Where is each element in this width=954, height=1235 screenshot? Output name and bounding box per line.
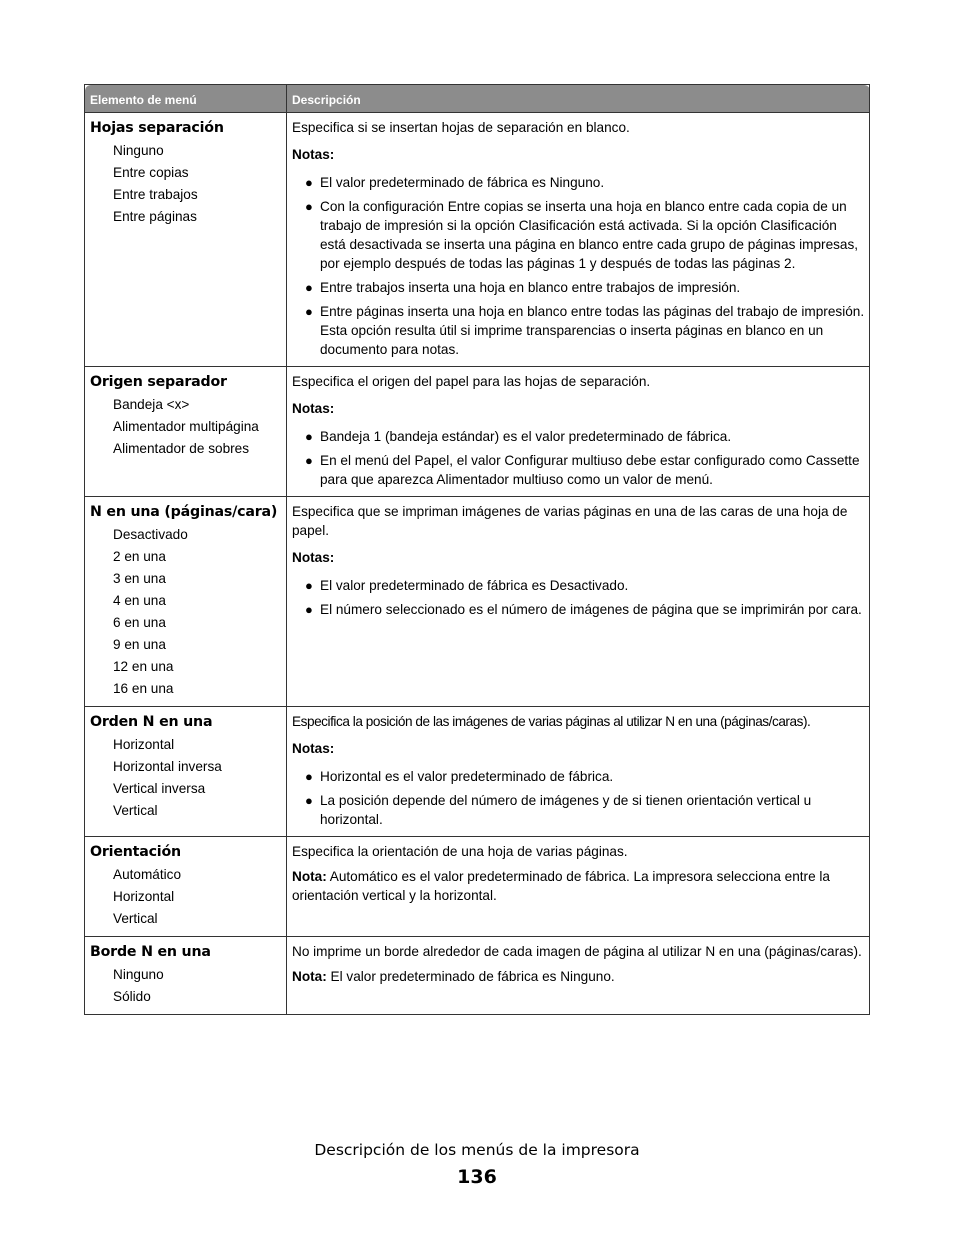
menu-option: Vertical — [113, 911, 158, 926]
note-text: El número seleccionado es el número de imágenes de página que se imprimirán por cara. — [320, 602, 862, 617]
note-item — [292, 600, 865, 619]
notes-label: Notas: — [292, 147, 335, 162]
note-item — [292, 173, 865, 192]
bullet-icon: ● — [305, 175, 313, 190]
menu-item-title: Orientación — [90, 844, 181, 860]
description-text: Especifica el origen del papel para las hojas de separación. — [292, 374, 651, 389]
menu-option: 2 en una — [113, 549, 166, 564]
menu-option: Sólido — [113, 989, 151, 1004]
note-text: El valor predeterminado de fábrica es Ninguno. — [330, 969, 615, 984]
notes-list — [292, 576, 865, 619]
note-item — [292, 767, 865, 786]
note-item — [292, 278, 865, 297]
note-item — [292, 451, 865, 489]
note-text: La posición depende del número de imágenes y de si tienen orientación vertical u horizontal. — [320, 793, 812, 827]
description-cell — [287, 497, 870, 707]
menu-option: Desactivado — [113, 527, 188, 542]
bullet-icon: ● — [305, 793, 313, 808]
note-text: El valor predeterminado de fábrica es Ninguno. — [320, 175, 605, 190]
description-text: Especifica que se impriman imágenes de varias páginas en una de las caras de una hoja de papel. — [292, 504, 848, 538]
header-description: Descripción — [287, 85, 870, 113]
notes-label: Notas: — [292, 401, 335, 416]
note-text: En el menú del Papel, el valor Configurar multiuso debe estar configurado como Cassette para que aparezca Alimentador multiuso como un valor de menú. — [320, 453, 860, 487]
menu-item-cell — [85, 937, 287, 1015]
menu-option: 9 en una — [113, 637, 166, 652]
menu-option: 16 en una — [113, 681, 174, 696]
table-row — [85, 707, 870, 837]
menu-option: Alimentador de sobres — [113, 441, 250, 456]
table-row — [85, 367, 870, 497]
note-text: Bandeja 1 (bandeja estándar) es el valor predeterminado de fábrica. — [320, 429, 732, 444]
note-item — [292, 427, 865, 446]
menu-item-title: Borde N en una — [90, 944, 211, 960]
description-cell — [287, 837, 870, 937]
bullet-icon: ● — [305, 769, 313, 784]
description-text: No imprime un borde alrededor de cada imagen de página al utilizar N en una (páginas/caras). — [292, 944, 862, 959]
menu-option: Horizontal — [113, 737, 175, 752]
note-paragraph — [292, 867, 865, 905]
table-header-row — [85, 85, 870, 113]
note-label: Nota: — [292, 869, 327, 884]
menu-item-title: N en una (páginas/cara) — [90, 504, 278, 520]
menu-option: Bandeja <x> — [113, 397, 190, 412]
menu-item-cell — [85, 113, 287, 367]
bullet-icon: ● — [305, 280, 313, 295]
page-footer — [0, 1140, 954, 1189]
description-cell — [287, 707, 870, 837]
note-text: Automático es el valor predeterminado de fábrica. La impresora selecciona entre la orientación vertical y la horizontal. — [292, 869, 830, 903]
bullet-icon: ● — [305, 578, 313, 593]
notes-list — [292, 767, 865, 829]
note-text: El valor predeterminado de fábrica es Desactivado. — [320, 578, 629, 593]
description-text: Especifica si se insertan hojas de separación en blanco. — [292, 120, 630, 135]
notes-list — [292, 427, 865, 489]
note-text: Entre trabajos inserta una hoja en blanco entre trabajos de impresión. — [320, 280, 741, 295]
table-row — [85, 497, 870, 707]
note-text: Horizontal es el valor predeterminado de fábrica. — [320, 769, 614, 784]
notes-label: Notas: — [292, 741, 335, 756]
menu-option: Automático — [113, 867, 182, 882]
menu-option: 3 en una — [113, 571, 166, 586]
menu-option: Horizontal inversa — [113, 759, 222, 774]
menu-option: Entre trabajos — [113, 187, 198, 202]
menu-option: Entre páginas — [113, 209, 197, 224]
menu-item-cell — [85, 367, 287, 497]
description-text: Especifica la posición de las imágenes de varias páginas al utilizar N en una (páginas/caras). — [292, 714, 811, 729]
menu-item-title: Hojas separación — [90, 120, 224, 136]
description-cell — [287, 367, 870, 497]
menu-option: 4 en una — [113, 593, 166, 608]
menu-option: Alimentador multipágina — [113, 419, 259, 434]
note-item — [292, 576, 865, 595]
bullet-icon: ● — [305, 429, 313, 444]
bullet-icon: ● — [305, 199, 313, 214]
menu-table — [84, 84, 870, 1015]
menu-item-cell — [85, 497, 287, 707]
note-text: Entre páginas inserta una hoja en blanco entre todas las páginas del trabajo de impresión. Esta opción resulta útil si imprime transparencias o inserta páginas en blanco en un documento para notas. — [320, 304, 865, 357]
description-text: Especifica la orientación de una hoja de varias páginas. — [292, 844, 628, 859]
notes-list — [292, 173, 865, 359]
bullet-icon: ● — [305, 453, 313, 468]
description-cell — [287, 937, 870, 1015]
note-item — [292, 791, 865, 829]
menu-option: Vertical inversa — [113, 781, 206, 796]
menu-item-title: Origen separador — [90, 374, 227, 390]
table-row — [85, 113, 870, 367]
menu-option: Horizontal — [113, 889, 175, 904]
menu-option: Entre copias — [113, 165, 189, 180]
table-row — [85, 837, 870, 937]
bullet-icon: ● — [305, 304, 313, 319]
menu-item-title: Orden N en una — [90, 714, 213, 730]
menu-option: Vertical — [113, 803, 158, 818]
menu-option: 12 en una — [113, 659, 174, 674]
table-row — [85, 937, 870, 1015]
page-number: 136 — [457, 1166, 497, 1188]
note-label: Nota: — [292, 969, 327, 984]
note-text: Con la configuración Entre copias se inserta una hoja en blanco entre cada copia de un trabajo de impresión si la opción Clasificación está activada. Si la opción Clasificación está desactivada se inserta una página en blanco entre cada grupo de páginas impresas, por ejemplo después de todas las páginas 1 y después de todas las páginas 2. — [320, 199, 859, 271]
header-item: Elemento de menú — [85, 85, 287, 113]
note-paragraph — [292, 967, 865, 986]
menu-option: Ninguno — [113, 967, 164, 982]
bullet-icon: ● — [305, 602, 313, 617]
notes-label: Notas: — [292, 550, 335, 565]
footer-title: Descripción de los menús de la impresora — [314, 1141, 640, 1159]
note-item — [292, 302, 865, 359]
menu-item-cell — [85, 837, 287, 937]
menu-item-cell — [85, 707, 287, 837]
description-cell — [287, 113, 870, 367]
menu-option: 6 en una — [113, 615, 166, 630]
note-item — [292, 197, 865, 273]
menu-option: Ninguno — [113, 143, 164, 158]
